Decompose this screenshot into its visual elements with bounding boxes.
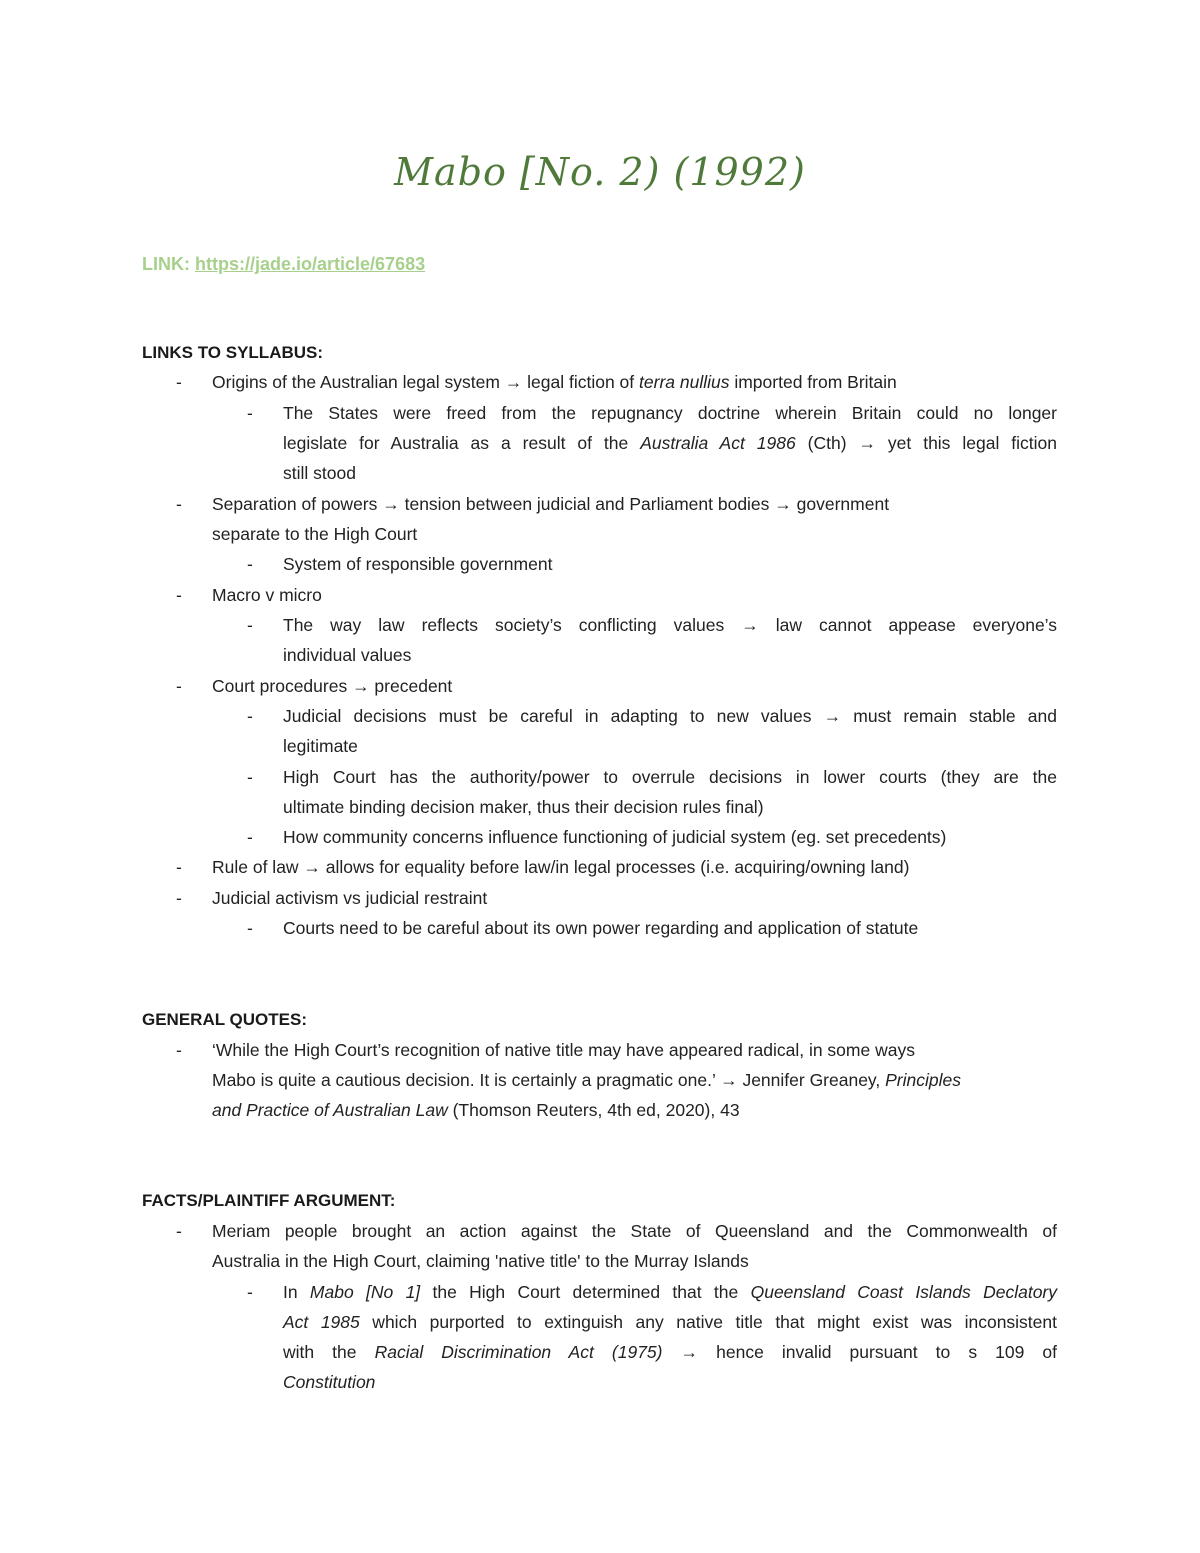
- syllabus-item-separation-cont: separate to the High Court: [212, 524, 418, 544]
- facts-sub-line-3: with the Racial Discrimination Act (1975) → hence invalid pursuant to s 109 of: [283, 1342, 1057, 1362]
- facts-sub-line-2: Act 1985 which purported to extinguish any native title that might exist was inconsistent: [283, 1312, 1057, 1332]
- syllabus-subitem-courts: Courts need to be careful about its own power regarding and application of statute: [283, 918, 919, 938]
- syllabus-item-activism: Judicial activism vs judicial restraint: [212, 888, 488, 908]
- syllabus-subitem-high-court: High Court has the authority/power to overrule decisions in lower courts (they are the: [283, 767, 1057, 787]
- facts-line-2: Australia in the High Court, claiming 'native title' to the Murray Islands: [212, 1251, 749, 1271]
- syllabus-item-procedures: Court procedures → precedent: [212, 676, 453, 696]
- syllabus-subitem-values-cont: individual values: [283, 645, 412, 665]
- bullet-dash: -: [247, 1282, 253, 1302]
- bullet-dash: -: [176, 1040, 182, 1060]
- syllabus-subitem-high-court-cont: ultimate binding decision maker, thus their decision rules final): [283, 797, 764, 817]
- facts-heading: FACTS/PLAINTIFF ARGUMENT:: [142, 1191, 396, 1210]
- quote-line-1: ‘While the High Court’s recognition of native title may have appeared radical, in some ways: [212, 1040, 915, 1060]
- syllabus-subitem-responsible: System of responsible government: [283, 554, 553, 574]
- bullet-dash: -: [176, 857, 182, 877]
- syllabus-subitem-decisions: Judicial decisions must be careful in adapting to new values → must remain stable and: [283, 706, 1057, 726]
- facts-line-1: Meriam people brought an action against the State of Queensland and the Commonwealth of: [212, 1221, 1057, 1241]
- bullet-dash: -: [176, 494, 182, 514]
- case-link[interactable]: https://jade.io/article/67683: [195, 254, 426, 274]
- quote-line-3: and Practice of Australian Law (Thomson Reuters, 4th ed, 2020), 43: [212, 1100, 740, 1120]
- link-label: LINK:: [142, 254, 190, 274]
- syllabus-item-macro: Macro v micro: [212, 585, 322, 605]
- facts-sub-line-4: Constitution: [283, 1372, 376, 1392]
- bullet-dash: -: [247, 554, 253, 574]
- bullet-dash: -: [176, 888, 182, 908]
- bullet-dash: -: [247, 403, 253, 423]
- syllabus-subitem-states-cont: legislate for Australia as a result of the Australia Act 1986 (Cth) → yet this legal fiction: [283, 433, 1057, 453]
- bullet-dash: -: [247, 918, 253, 938]
- bullet-dash: -: [176, 372, 182, 392]
- syllabus-item-origins: Origins of the Australian legal system → legal fiction of terra nullius imported from Britain: [212, 372, 897, 392]
- bullet-dash: -: [247, 706, 253, 726]
- bullet-dash: -: [176, 676, 182, 696]
- case-link-line: [142, 254, 425, 275]
- quotes-heading: GENERAL QUOTES:: [142, 1010, 307, 1029]
- quote-line-2: Mabo is quite a cautious decision. It is certainly a pragmatic one.’ → Jennifer Greaney, Principles: [212, 1070, 961, 1090]
- syllabus-subitem-states: The States were freed from the repugnancy doctrine wherein Britain could no longer: [283, 403, 1057, 423]
- syllabus-item-rule-of-law: Rule of law → allows for equality before law/in legal processes (i.e. acquiring/owning land): [212, 857, 910, 877]
- syllabus-subitem-states-end: still stood: [283, 463, 356, 483]
- syllabus-item-separation: Separation of powers → tension between judicial and Parliament bodies → government: [212, 494, 890, 514]
- document-title: Mabo [No. 2) (1992): [394, 150, 806, 194]
- syllabus-subitem-values: The way law reflects society’s conflicting values → law cannot appease everyone’s: [283, 615, 1057, 635]
- syllabus-heading: LINKS TO SYLLABUS:: [142, 343, 324, 362]
- syllabus-subitem-community: How community concerns influence functioning of judicial system (eg. set precedents): [283, 827, 947, 847]
- syllabus-subitem-decisions-cont: legitimate: [283, 736, 358, 756]
- bullet-dash: -: [247, 767, 253, 787]
- bullet-dash: -: [247, 615, 253, 635]
- bullet-dash: -: [247, 827, 253, 847]
- bullet-dash: -: [176, 1221, 182, 1241]
- facts-sub-line-1: In Mabo [No 1] the High Court determined that the Queensland Coast Islands Declatory: [283, 1282, 1058, 1302]
- bullet-dash: -: [176, 585, 182, 605]
